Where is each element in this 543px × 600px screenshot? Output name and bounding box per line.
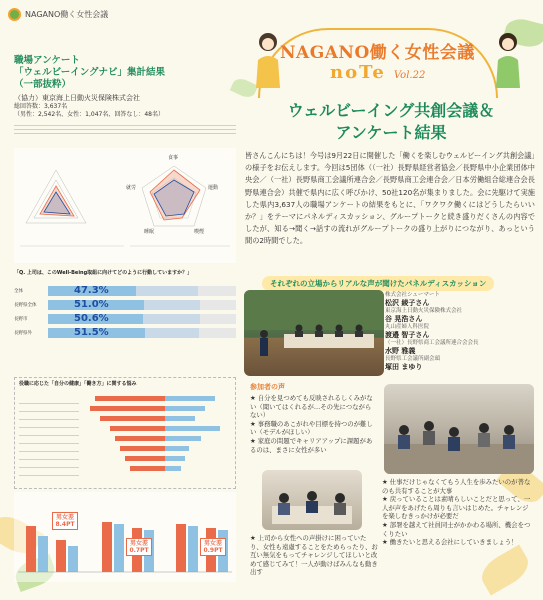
bar-track (48, 300, 236, 310)
speaker-role: （一社）長野県商工会議所連合会会長 (385, 340, 479, 346)
hbar (165, 466, 181, 471)
header-brand (8, 8, 108, 21)
radar-label-sleep: 睡眠 (144, 229, 155, 235)
hbar (115, 436, 165, 441)
hbar (125, 456, 165, 461)
bar-track (48, 314, 236, 324)
bar-row (14, 298, 236, 311)
hbar (120, 446, 165, 451)
main-title-line-2: アンケート結果 (335, 123, 447, 142)
voice-item: ★ 部署を越えて社員同士がかかわる場所、機会をつくりたい (382, 520, 531, 538)
speaker-name: 塚田 まゆり (385, 363, 423, 371)
hbar (165, 396, 215, 401)
voice-item: ★ 自分を見つめても反映されるしくみがない（聞いてはくれるが…その先につながらない） (250, 394, 373, 420)
radar-label-work: 就労 (126, 185, 137, 191)
bar-fill-secondary (145, 328, 200, 338)
speaker-role: 東京海上日動火災保険株式会社 (385, 308, 463, 314)
group-photo-1-figures (384, 384, 534, 474)
speaker-role: 丸山産婦人科医院 (385, 324, 430, 330)
group-talk-photo-2 (262, 470, 362, 530)
hbar (110, 426, 165, 431)
hbar-legend-lines (19, 396, 79, 476)
survey-total: 総回答数：3,637名 (14, 103, 68, 110)
voices-bottom: ★ 上司から女性への声掛けに困っていたり、女性も遠慮することをためらったり、お互い無気をもってチャレンジしてほしいと改めて感じてみて！一人が動けばみんなも動き出す (250, 534, 378, 577)
survey-title-2: 「ウェルビーイングナビ」集計結果 (14, 67, 166, 78)
bar-value: 50.6% (74, 312, 109, 324)
brand-volume: Vol.22 (393, 70, 426, 81)
survey-intro (14, 55, 236, 136)
speaker (385, 355, 535, 371)
survey-note-lines (14, 122, 236, 136)
hbar (95, 396, 165, 401)
radar-label-smoking: 喫煙 (194, 229, 205, 235)
speaker (385, 307, 535, 323)
bar-track (48, 286, 236, 296)
panel-header: それぞれの立場からリアルな声が聞けたパネルディスカッション (262, 276, 494, 291)
speaker-name: 水野 雅義 (385, 347, 416, 355)
hbar (130, 466, 165, 471)
mini-badge-2: 男女差 0.7PT (126, 538, 152, 556)
survey-chart-area (14, 148, 236, 263)
bar-question: 「Q. 上司は、このWell-Being取組に向けてどのように行動していますか？」 (14, 270, 193, 276)
bar-row (14, 312, 236, 325)
hbar (165, 426, 220, 431)
speaker-name: 渡邉 智子さん (385, 331, 430, 339)
hbar (165, 446, 189, 451)
speaker-list (385, 291, 535, 371)
bar-value: 51.5% (74, 326, 109, 338)
hbar (165, 416, 195, 421)
bar-row (14, 326, 236, 339)
survey-title-1: 職場アンケート (14, 55, 80, 66)
voice-item: ★ 家庭の問題でキャリアアップに課題があるのは、まさに女性が多い (250, 436, 373, 454)
brand-title: NAGANO働く女性会議 (280, 43, 475, 63)
hbar (100, 416, 165, 421)
voices-header: 参加者の声 (250, 383, 285, 391)
mini-badge-3: 男女差 0.9PT (200, 538, 226, 556)
header-brand-text: NAGANO働く女性会議 (25, 10, 109, 19)
woman-illustration-right (490, 30, 526, 88)
voice-item: ★ 事務職のあこがれや目標を持つのが難しい（モデルがほしい） (250, 419, 373, 437)
worries-chart (14, 377, 236, 489)
speaker (385, 291, 535, 307)
worries-chart-title: 役職に応じた「自分の健康」「働き方」に関する悩み (19, 381, 137, 387)
brand-note-word: noTe (330, 62, 386, 83)
survey-title-3: （一部抜粋） (14, 79, 72, 90)
mini-charts (14, 492, 236, 582)
bar-fill-secondary (144, 300, 200, 310)
speaker (385, 339, 535, 355)
voices-left (250, 394, 374, 454)
bar-value: 51.0% (74, 298, 109, 310)
speaker-name: 谷 晃浩さん (385, 315, 423, 323)
speaker-name: 松沢 綾子さん (385, 299, 430, 307)
voice-item: ★ 戻っていることは素晴らしいことだと思って、一人が声をあげたら周りも言いはじめた。チャレンジを楽しむきっかけが必要だ (382, 495, 531, 521)
panel-photo-figures (244, 290, 384, 376)
voices-right (382, 478, 532, 547)
bar-value: 47.3% (74, 284, 109, 296)
mini-charts-svg (14, 492, 236, 582)
survey-cooperation: （協力）東京海上日動火災保険株式会社 (14, 94, 140, 102)
panel-discussion-photo (244, 290, 384, 376)
survey-breakdown: （男性：2,542名、女性：1,047名、回答なし：48名） (14, 111, 164, 118)
radar-label-exercise: 運動 (208, 185, 219, 191)
bar-label: 長野県全体 (14, 302, 37, 308)
group-photo-2-figures (262, 470, 362, 530)
bar-label: 長野市 (14, 316, 28, 322)
speaker-role: 長野県工会議所副会頭 (385, 356, 441, 362)
brand-logo-icon (8, 8, 21, 21)
hbar (165, 436, 201, 441)
hbar (165, 456, 185, 461)
speaker-role: 株式会社シューマート (385, 292, 440, 298)
radar-label-meal: 食事 (168, 155, 179, 161)
bar-chart-section (14, 270, 236, 339)
bar-row (14, 284, 236, 297)
survey-charts-svg (14, 148, 236, 263)
bar-label: 全体 (14, 288, 23, 294)
bar-fill-secondary (143, 314, 199, 324)
bar-track (48, 328, 236, 338)
voice-item: ★ 働きたいと思える会社にしていきましょう！ (382, 538, 518, 547)
voice-item: ★ 仕事だけじゃなくてもう人生を歩みたいのが普なのも共有することが大事 (382, 478, 531, 495)
group-talk-photo-1 (384, 384, 534, 474)
main-title (256, 100, 526, 144)
brand-note (330, 62, 425, 83)
article-body: 皆さんこんにちは！今号は9月22日に開催した「働くを楽しむウェルビーイング共創会議」の様子をお伝えします。今回は5団体（（一社）長野県経営者協会／長野県中小企業団体中央会／（一社）長野県商工会議所連合会／長野県商工会連合会／日本労働組合総連合会長野県連合会）共催で県内に広く呼びかけ、50社120名が集まりました。会に先駆けて実施した県内3,637人の職場アンケートの結果をもとに、「ワクワク働くにはどうしたらいいか？」をテーマにパネルディスカッション、グループトークと続き盛りだくさんの内容でしたが、知る→聞く→話すの流れがグループトークの盛り上がりにつながり、あっという間の2時間でした。 (245, 151, 535, 246)
main-title-line-1: ウェルビーイング共創会議＆ (287, 101, 495, 120)
leaf-decoration (476, 545, 534, 596)
bar-fill-secondary (136, 286, 198, 296)
hbar (90, 406, 165, 411)
mini-badge-1: 男女差 8.4PT (52, 512, 78, 530)
speaker (385, 323, 535, 339)
bar-label: 長野県外 (14, 330, 32, 336)
hbar (165, 406, 205, 411)
